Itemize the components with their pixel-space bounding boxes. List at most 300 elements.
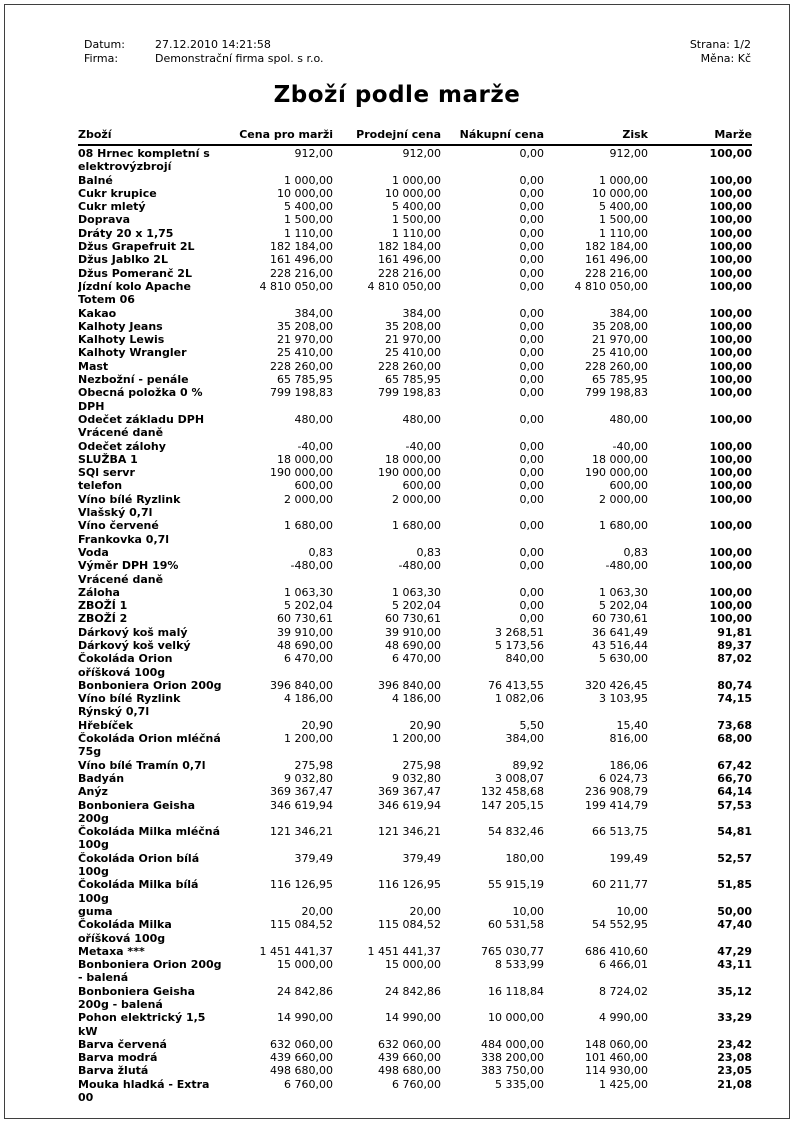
prodejni-cena-cell: 1 451 441,37 bbox=[367, 944, 441, 958]
zisk-cell: 186,06 bbox=[609, 758, 648, 772]
product-name-cell: Obecná položka 0 % DPH bbox=[78, 386, 203, 413]
nakupni-cena-cell: 0,00 bbox=[519, 226, 544, 240]
cena-pro-marzi-cell: 396 840,00 bbox=[270, 678, 333, 692]
product-name-cell: Badyán bbox=[78, 771, 125, 785]
cena-pro-marzi-cell: 600,00 bbox=[294, 479, 333, 493]
zisk-cell: 0,83 bbox=[623, 545, 648, 559]
marze-cell: 47,29 bbox=[717, 944, 752, 958]
marze-cell: 50,00 bbox=[717, 904, 752, 918]
col-header-nakupni-cena: Nákupní cena bbox=[459, 128, 544, 141]
prodejni-cena-cell: 20,90 bbox=[409, 718, 441, 732]
zisk-cell: 182 184,00 bbox=[585, 240, 648, 254]
cena-pro-marzi-cell: 379,49 bbox=[294, 851, 333, 865]
product-name-cell: Víno bílé Tramín 0,7l bbox=[78, 758, 206, 772]
zisk-cell: 480,00 bbox=[609, 412, 648, 426]
prodejni-cena-cell: 20,00 bbox=[409, 904, 441, 918]
cena-pro-marzi-cell: 1 200,00 bbox=[284, 732, 333, 746]
nakupni-cena-cell: 0,00 bbox=[519, 545, 544, 559]
cena-pro-marzi-cell: 384,00 bbox=[294, 306, 333, 320]
product-name-cell: Víno bílé Ryzlink Rýnský 0,7l bbox=[78, 692, 181, 719]
cena-pro-marzi-cell: 9 032,80 bbox=[284, 771, 333, 785]
table-row bbox=[78, 213, 752, 226]
table-row bbox=[78, 519, 752, 546]
prodejni-cena-cell: 379,49 bbox=[402, 851, 441, 865]
nakupni-cena-cell: 3 008,07 bbox=[495, 771, 544, 785]
marze-cell: 100,00 bbox=[709, 186, 752, 200]
table-row bbox=[78, 719, 752, 732]
cena-pro-marzi-cell: 228 260,00 bbox=[270, 359, 333, 373]
marze-cell: 100,00 bbox=[709, 346, 752, 360]
product-name-cell: ZBOŽÍ 1 bbox=[78, 599, 128, 613]
product-name-cell: Jízdní kolo Apache Totem 06 bbox=[78, 279, 191, 307]
cena-pro-marzi-cell: 15 000,00 bbox=[277, 958, 333, 972]
marze-cell: 100,00 bbox=[709, 612, 752, 626]
product-name-cell: Čokoláda Milka bílá 100g bbox=[78, 878, 199, 905]
nakupni-cena-cell: 0,00 bbox=[519, 279, 544, 293]
zisk-cell: 686 410,60 bbox=[585, 944, 648, 958]
table-row bbox=[78, 200, 752, 213]
cena-pro-marzi-cell: 228 216,00 bbox=[270, 266, 333, 280]
product-name-cell: 08 Hrnec kompletní s elektrovýzbrojí bbox=[78, 147, 210, 174]
nakupni-cena-cell: 10 000,00 bbox=[488, 1011, 544, 1025]
marze-cell: 54,81 bbox=[717, 825, 752, 839]
zisk-cell: 190 000,00 bbox=[585, 466, 648, 480]
marze-cell: 100,00 bbox=[709, 279, 752, 293]
table-row bbox=[78, 958, 752, 985]
nakupni-cena-cell: 0,00 bbox=[519, 466, 544, 480]
table-row bbox=[78, 1064, 752, 1077]
cena-pro-marzi-cell: 4 186,00 bbox=[284, 692, 333, 706]
table-row bbox=[78, 878, 752, 905]
nakupni-cena-cell: 0,00 bbox=[519, 147, 544, 160]
nakupni-cena-cell: 16 118,84 bbox=[488, 984, 544, 998]
product-name-cell: Bonboniera Orion 200g bbox=[78, 678, 222, 692]
table-row bbox=[78, 440, 752, 453]
prodejni-cena-cell: 15 000,00 bbox=[385, 958, 441, 972]
zisk-cell: 799 198,83 bbox=[585, 386, 648, 400]
product-name-cell: Víno bílé Ryzlink Vlašský 0,7l bbox=[78, 492, 181, 520]
marze-cell: 100,00 bbox=[709, 240, 752, 254]
marze-cell: 68,00 bbox=[717, 732, 752, 746]
cena-pro-marzi-cell: 480,00 bbox=[294, 412, 333, 426]
prodejni-cena-cell: 1 110,00 bbox=[392, 226, 441, 240]
table-row bbox=[78, 559, 752, 586]
table-row bbox=[78, 466, 752, 479]
product-name-cell: Mouka hladká - Extra 00 bbox=[78, 1077, 210, 1105]
cena-pro-marzi-cell: 20,90 bbox=[301, 718, 333, 732]
prodejni-cena-cell: 1 680,00 bbox=[392, 519, 441, 533]
zisk-cell: 228 216,00 bbox=[585, 266, 648, 280]
product-name-cell: Voda bbox=[78, 545, 109, 559]
product-name-cell: ZBOŽÍ 2 bbox=[78, 612, 128, 626]
table-row bbox=[78, 825, 752, 852]
company-label: Firma: bbox=[84, 52, 119, 65]
product-name-cell: Barva žlutá bbox=[78, 1064, 149, 1078]
table-row bbox=[78, 918, 752, 945]
marze-cell: 66,70 bbox=[717, 771, 752, 785]
nakupni-cena-cell: 10,00 bbox=[512, 904, 544, 918]
zisk-cell: 5 630,00 bbox=[599, 652, 648, 666]
report-title: Zboží podle marže bbox=[273, 82, 521, 108]
product-name-cell: Čokoláda Milka mléčná 100g bbox=[78, 825, 221, 852]
nakupni-cena-cell: 0,00 bbox=[519, 306, 544, 320]
product-name-cell: Odečet zálohy bbox=[78, 439, 166, 453]
currency: Měna: Kč bbox=[700, 52, 751, 65]
prodejni-cena-cell: 39 910,00 bbox=[385, 625, 441, 639]
nakupni-cena-cell: 0,00 bbox=[519, 599, 544, 613]
zisk-cell: 65 785,95 bbox=[592, 373, 648, 387]
product-name-cell: Džus Grapefruit 2L bbox=[78, 240, 195, 254]
marze-cell: 23,08 bbox=[717, 1051, 752, 1065]
marze-cell: 100,00 bbox=[709, 519, 752, 533]
marze-cell: 80,74 bbox=[717, 678, 752, 692]
cena-pro-marzi-cell: 346 619,94 bbox=[270, 798, 333, 812]
product-name-cell: Hřebíček bbox=[78, 718, 134, 732]
marze-cell: 51,85 bbox=[717, 878, 752, 892]
marze-cell: 100,00 bbox=[709, 333, 752, 347]
prodejni-cena-cell: 48 690,00 bbox=[385, 638, 441, 652]
marze-cell: 100,00 bbox=[709, 226, 752, 240]
product-name-cell: Mast bbox=[78, 359, 109, 373]
nakupni-cena-cell: 5 335,00 bbox=[495, 1077, 544, 1091]
marze-cell: 21,08 bbox=[717, 1077, 752, 1091]
table-row bbox=[78, 373, 752, 386]
prodejni-cena-cell: 384,00 bbox=[402, 306, 441, 320]
nakupni-cena-cell: 0,00 bbox=[519, 612, 544, 626]
product-name-cell: Nezbožní - penále bbox=[78, 373, 189, 387]
nakupni-cena-cell: 8 533,99 bbox=[495, 958, 544, 972]
table-row bbox=[78, 626, 752, 639]
table-row bbox=[78, 267, 752, 280]
nakupni-cena-cell: 0,00 bbox=[519, 253, 544, 267]
prodejni-cena-cell: 1 200,00 bbox=[392, 732, 441, 746]
nakupni-cena-cell: 383 750,00 bbox=[481, 1064, 544, 1078]
prodejni-cena-cell: 10 000,00 bbox=[385, 186, 441, 200]
nakupni-cena-cell: 384,00 bbox=[505, 732, 544, 746]
prodejni-cena-cell: 632 060,00 bbox=[378, 1037, 441, 1051]
marze-cell: 100,00 bbox=[709, 213, 752, 227]
table-row bbox=[78, 772, 752, 785]
marze-cell: 73,68 bbox=[717, 718, 752, 732]
prodejni-cena-cell: -480,00 bbox=[398, 559, 441, 573]
company-value: Demonstrační firma spol. s r.o. bbox=[155, 52, 324, 65]
table-row bbox=[78, 320, 752, 333]
product-name-cell: Balné bbox=[78, 173, 113, 187]
nakupni-cena-cell: 132 458,68 bbox=[481, 785, 544, 799]
prodejni-cena-cell: 0,83 bbox=[416, 545, 441, 559]
cena-pro-marzi-cell: 116 126,95 bbox=[270, 878, 333, 892]
prodejni-cena-cell: 5 400,00 bbox=[392, 200, 441, 214]
marze-cell: 100,00 bbox=[709, 492, 752, 506]
col-header-cena-pro-marzi: Cena pro marži bbox=[239, 128, 333, 141]
zisk-cell: 66 513,75 bbox=[592, 825, 648, 839]
table-row bbox=[78, 679, 752, 692]
prodejni-cena-cell: 228 216,00 bbox=[378, 266, 441, 280]
nakupni-cena-cell: 0,00 bbox=[519, 319, 544, 333]
prodejni-cena-cell: 18 000,00 bbox=[385, 452, 441, 466]
cena-pro-marzi-cell: 21 970,00 bbox=[277, 333, 333, 347]
cena-pro-marzi-cell: 10 000,00 bbox=[277, 186, 333, 200]
nakupni-cena-cell: 76 413,55 bbox=[488, 678, 544, 692]
prodejni-cena-cell: 799 198,83 bbox=[378, 386, 441, 400]
table-row bbox=[78, 612, 752, 625]
cena-pro-marzi-cell: 1 063,30 bbox=[284, 585, 333, 599]
zisk-cell: 199 414,79 bbox=[585, 798, 648, 812]
zisk-cell: 161 496,00 bbox=[585, 253, 648, 267]
table-row bbox=[78, 1078, 752, 1105]
date-value: 27.12.2010 14:21:58 bbox=[155, 38, 271, 51]
zisk-cell: 912,00 bbox=[609, 147, 648, 160]
table-row bbox=[78, 586, 752, 599]
table-row bbox=[78, 732, 752, 759]
cena-pro-marzi-cell: 1 500,00 bbox=[284, 213, 333, 227]
prodejni-cena-cell: 1 063,30 bbox=[392, 585, 441, 599]
prodejni-cena-cell: 4 186,00 bbox=[392, 692, 441, 706]
cena-pro-marzi-cell: 5 400,00 bbox=[284, 200, 333, 214]
cena-pro-marzi-cell: 161 496,00 bbox=[270, 253, 333, 267]
prodejni-cena-cell: 182 184,00 bbox=[378, 240, 441, 254]
cena-pro-marzi-cell: 20,00 bbox=[301, 904, 333, 918]
cena-pro-marzi-cell: 182 184,00 bbox=[270, 240, 333, 254]
marze-cell: 100,00 bbox=[709, 386, 752, 400]
report-meta-right bbox=[690, 38, 751, 66]
cena-pro-marzi-cell: 632 060,00 bbox=[270, 1037, 333, 1051]
cena-pro-marzi-cell: 60 730,61 bbox=[277, 612, 333, 626]
marze-cell: 100,00 bbox=[709, 373, 752, 387]
nakupni-cena-cell: 0,00 bbox=[519, 492, 544, 506]
product-name-cell: Barva modrá bbox=[78, 1051, 158, 1065]
marze-cell: 67,42 bbox=[717, 758, 752, 772]
product-name-cell: SLUŽBA 1 bbox=[78, 452, 138, 466]
nakupni-cena-cell: 5,50 bbox=[519, 718, 544, 732]
prodejni-cena-cell: 60 730,61 bbox=[385, 612, 441, 626]
marze-cell: 47,40 bbox=[717, 918, 752, 932]
cena-pro-marzi-cell: 6 760,00 bbox=[284, 1077, 333, 1091]
prodejni-cena-cell: -40,00 bbox=[405, 439, 441, 453]
marze-cell: 100,00 bbox=[709, 306, 752, 320]
zisk-cell: 35 208,00 bbox=[592, 319, 648, 333]
nakupni-cena-cell: 0,00 bbox=[519, 373, 544, 387]
table-row bbox=[78, 240, 752, 253]
nakupni-cena-cell: 0,00 bbox=[519, 359, 544, 373]
cena-pro-marzi-cell: 1 680,00 bbox=[284, 519, 333, 533]
marze-cell: 100,00 bbox=[709, 585, 752, 599]
marze-cell: 100,00 bbox=[709, 559, 752, 573]
cena-pro-marzi-cell: 35 208,00 bbox=[277, 319, 333, 333]
marze-cell: 23,05 bbox=[717, 1064, 752, 1078]
marze-cell: 43,11 bbox=[717, 958, 752, 972]
nakupni-cena-cell: 0,00 bbox=[519, 173, 544, 187]
product-name-cell: SQl servr bbox=[78, 466, 135, 480]
report-meta-left bbox=[84, 38, 324, 66]
prodejni-cena-cell: 1 500,00 bbox=[392, 213, 441, 227]
cena-pro-marzi-cell: 18 000,00 bbox=[277, 452, 333, 466]
table-row bbox=[78, 639, 752, 652]
prodejni-cena-cell: 498 680,00 bbox=[378, 1064, 441, 1078]
prodejni-cena-cell: 369 367,47 bbox=[378, 785, 441, 799]
zisk-cell: 60 211,77 bbox=[592, 878, 648, 892]
product-name-cell: Dárkový koš velký bbox=[78, 638, 191, 652]
prodejni-cena-cell: 396 840,00 bbox=[378, 678, 441, 692]
zisk-cell: 816,00 bbox=[609, 732, 648, 746]
prodejni-cena-cell: 600,00 bbox=[402, 479, 441, 493]
zisk-cell: 54 552,95 bbox=[592, 918, 648, 932]
prodejni-cena-cell: 5 202,04 bbox=[392, 599, 441, 613]
cena-pro-marzi-cell: 6 470,00 bbox=[284, 652, 333, 666]
zisk-cell: 6 024,73 bbox=[599, 771, 648, 785]
marze-cell: 74,15 bbox=[717, 692, 752, 706]
table-row bbox=[78, 799, 752, 826]
marze-cell: 91,81 bbox=[717, 625, 752, 639]
product-name-cell: Metaxa *** bbox=[78, 944, 145, 958]
col-header-zisk: Zisk bbox=[622, 128, 648, 141]
prodejni-cena-cell: 190 000,00 bbox=[378, 466, 441, 480]
date-label: Datum: bbox=[84, 38, 125, 51]
table-row bbox=[78, 187, 752, 200]
nakupni-cena-cell: 60 531,58 bbox=[488, 918, 544, 932]
nakupni-cena-cell: 0,00 bbox=[519, 479, 544, 493]
product-name-cell: Dárkový koš malý bbox=[78, 625, 188, 639]
zisk-cell: 5 400,00 bbox=[599, 200, 648, 214]
nakupni-cena-cell: 0,00 bbox=[519, 333, 544, 347]
product-name-cell: Kalhoty Jeans bbox=[78, 319, 163, 333]
product-name-cell: Bonboniera Orion 200g - balená bbox=[78, 958, 222, 985]
product-name-cell: Čokoláda Milka oříšková 100g bbox=[78, 918, 172, 945]
cena-pro-marzi-cell: 65 785,95 bbox=[277, 373, 333, 387]
nakupni-cena-cell: 840,00 bbox=[505, 652, 544, 666]
product-name-cell: Džus Pomeranč 2L bbox=[78, 266, 192, 280]
prodejni-cena-cell: 121 346,21 bbox=[378, 825, 441, 839]
marze-cell: 100,00 bbox=[709, 147, 752, 160]
zisk-cell: 5 202,04 bbox=[599, 599, 648, 613]
zisk-cell: 148 060,00 bbox=[585, 1037, 648, 1051]
product-name-cell: Odečet základu DPH Vrácené daně bbox=[78, 412, 205, 440]
cena-pro-marzi-cell: 121 346,21 bbox=[270, 825, 333, 839]
product-name-cell: Cukr krupice bbox=[78, 186, 157, 200]
marze-cell: 100,00 bbox=[709, 173, 752, 187]
prodejni-cena-cell: 912,00 bbox=[402, 147, 441, 160]
marze-cell: 100,00 bbox=[709, 200, 752, 214]
nakupni-cena-cell: 0,00 bbox=[519, 452, 544, 466]
zisk-cell: 8 724,02 bbox=[599, 984, 648, 998]
nakupni-cena-cell: 0,00 bbox=[519, 213, 544, 227]
table-row bbox=[78, 1051, 752, 1064]
nakupni-cena-cell: 0,00 bbox=[519, 386, 544, 400]
product-name-cell: Záloha bbox=[78, 585, 120, 599]
cena-pro-marzi-cell: 0,83 bbox=[308, 545, 333, 559]
product-name-cell: Bonboniera Geisha 200g - balená bbox=[78, 984, 196, 1011]
product-name-cell: Kakao bbox=[78, 306, 117, 320]
prodejni-cena-cell: 9 032,80 bbox=[392, 771, 441, 785]
zisk-cell: 1 425,00 bbox=[599, 1077, 648, 1091]
marze-cell: 100,00 bbox=[709, 466, 752, 480]
marze-cell: 100,00 bbox=[709, 359, 752, 373]
table-row bbox=[78, 759, 752, 772]
product-name-cell: Doprava bbox=[78, 213, 131, 227]
cena-pro-marzi-cell: 4 810 050,00 bbox=[259, 279, 333, 293]
marze-cell: 100,00 bbox=[709, 479, 752, 493]
nakupni-cena-cell: 0,00 bbox=[519, 585, 544, 599]
zisk-cell: 384,00 bbox=[609, 306, 648, 320]
nakupni-cena-cell: 1 082,06 bbox=[495, 692, 544, 706]
marze-cell: 52,57 bbox=[717, 851, 752, 865]
product-name-cell: Kalhoty Wrangler bbox=[78, 346, 187, 360]
marze-cell: 100,00 bbox=[709, 253, 752, 267]
zisk-cell: 114 930,00 bbox=[585, 1064, 648, 1078]
prodejni-cena-cell: 21 970,00 bbox=[385, 333, 441, 347]
cena-pro-marzi-cell: 439 660,00 bbox=[270, 1051, 333, 1065]
nakupni-cena-cell: 484 000,00 bbox=[481, 1037, 544, 1051]
zisk-cell: -40,00 bbox=[612, 439, 648, 453]
cena-pro-marzi-cell: -40,00 bbox=[297, 439, 333, 453]
prodejni-cena-cell: 65 785,95 bbox=[385, 373, 441, 387]
zisk-cell: 1 500,00 bbox=[599, 213, 648, 227]
nakupni-cena-cell: 765 030,77 bbox=[481, 944, 544, 958]
zisk-cell: 6 466,01 bbox=[599, 958, 648, 972]
prodejni-cena-cell: 35 208,00 bbox=[385, 319, 441, 333]
zisk-cell: 1 063,30 bbox=[599, 585, 648, 599]
zisk-cell: 1 680,00 bbox=[599, 519, 648, 533]
marze-cell: 87,02 bbox=[717, 652, 752, 666]
zisk-cell: 1 000,00 bbox=[599, 173, 648, 187]
prodejni-cena-cell: 228 260,00 bbox=[378, 359, 441, 373]
marze-cell: 100,00 bbox=[709, 599, 752, 613]
cena-pro-marzi-cell: 1 110,00 bbox=[284, 226, 333, 240]
cena-pro-marzi-cell: 498 680,00 bbox=[270, 1064, 333, 1078]
product-name-cell: telefon bbox=[78, 479, 123, 493]
prodejni-cena-cell: 1 000,00 bbox=[392, 173, 441, 187]
prodejni-cena-cell: 24 842,86 bbox=[385, 984, 441, 998]
zisk-cell: 3 103,95 bbox=[599, 692, 648, 706]
marze-cell: 100,00 bbox=[709, 412, 752, 426]
zisk-cell: 10,00 bbox=[616, 904, 648, 918]
zisk-cell: 60 730,61 bbox=[592, 612, 648, 626]
table-row bbox=[78, 1011, 752, 1038]
marze-cell: 35,12 bbox=[717, 984, 752, 998]
cena-pro-marzi-cell: 14 990,00 bbox=[277, 1011, 333, 1025]
page-number: Strana: 1/2 bbox=[689, 38, 751, 51]
prodejni-cena-cell: 14 990,00 bbox=[385, 1011, 441, 1025]
zisk-cell: 36 641,49 bbox=[592, 625, 648, 639]
nakupni-cena-cell: 0,00 bbox=[519, 412, 544, 426]
cena-pro-marzi-cell: 1 000,00 bbox=[284, 173, 333, 187]
margin-table bbox=[78, 128, 752, 1104]
marze-cell: 100,00 bbox=[709, 319, 752, 333]
nakupni-cena-cell: 0,00 bbox=[519, 186, 544, 200]
product-name-cell: Bonboniera Geisha 200g bbox=[78, 798, 196, 825]
product-name-cell: guma bbox=[78, 904, 113, 918]
nakupni-cena-cell: 5 173,56 bbox=[495, 638, 544, 652]
zisk-cell: 15,40 bbox=[616, 718, 648, 732]
col-header-marze: Marže bbox=[714, 128, 752, 141]
cena-pro-marzi-cell: 2 000,00 bbox=[284, 492, 333, 506]
col-header-zbozi: Zboží bbox=[78, 128, 112, 141]
zisk-cell: 4 990,00 bbox=[599, 1011, 648, 1025]
marze-cell: 89,37 bbox=[717, 638, 752, 652]
cena-pro-marzi-cell: 48 690,00 bbox=[277, 638, 333, 652]
table-row bbox=[78, 546, 752, 559]
table-row bbox=[78, 852, 752, 879]
zisk-cell: 600,00 bbox=[609, 479, 648, 493]
product-name-cell: Džus Jablko 2L bbox=[78, 253, 168, 267]
marze-cell: 100,00 bbox=[709, 439, 752, 453]
marze-cell: 100,00 bbox=[709, 545, 752, 559]
zisk-cell: 1 110,00 bbox=[599, 226, 648, 240]
zisk-cell: 43 516,44 bbox=[592, 638, 648, 652]
zisk-cell: 236 908,79 bbox=[585, 785, 648, 799]
table-row bbox=[78, 945, 752, 958]
product-name-cell: Pohon elektrický 1,5 kW bbox=[78, 1011, 206, 1038]
